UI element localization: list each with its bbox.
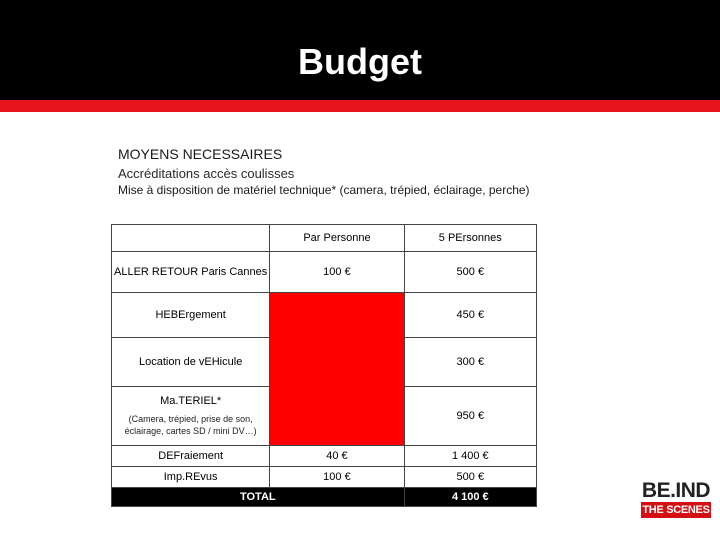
row-five-people: 300 €: [404, 338, 536, 387]
header-cell-five-people: 5 PErsonnes: [404, 225, 536, 252]
budget-table: [111, 224, 537, 507]
total-value: 4 100 €: [404, 488, 536, 507]
table-row: [112, 446, 537, 467]
total-label: TOTAL: [112, 488, 405, 507]
row-label: ALLER RETOUR Paris Cannes: [112, 252, 270, 293]
row-five-people: 950 €: [404, 387, 536, 446]
table-header-row: [112, 225, 537, 252]
intro-accreditations: Accréditations accès coulisses: [118, 166, 295, 181]
row-five-people: 1 400 €: [404, 446, 536, 467]
header-cell-empty: [112, 225, 270, 252]
redacted-block: [270, 293, 404, 446]
row-five-people: 450 €: [404, 293, 536, 338]
header-cell-per-person: Par Personne: [270, 225, 404, 252]
intro-heading: MOYENS NECESSAIRES: [118, 146, 283, 162]
row-label-materiel: [112, 387, 270, 446]
slide-title: Budget: [298, 41, 422, 82]
row-five-people: 500 €: [404, 467, 536, 488]
table-row: [112, 293, 537, 338]
row-per-person: 40 €: [270, 446, 404, 467]
row-sublabel: (Camera, trépied, prise de son, éclairage, cartes SD / mini DV…): [124, 414, 257, 436]
total-row: [112, 488, 537, 507]
row-label: Imp.REvus: [112, 467, 270, 488]
row-label: Ma.TERIEL*: [160, 395, 222, 407]
row-label: DEFraiement: [112, 446, 270, 467]
brand-logo: [641, 480, 711, 520]
row-label: HEBErgement: [112, 293, 270, 338]
logo-text-top: BE.IND: [641, 479, 711, 502]
accent-bar: [0, 100, 720, 112]
row-five-people: 500 €: [404, 252, 536, 293]
table-row: [112, 252, 537, 293]
logo-text-bottom: THE SCENES: [642, 504, 710, 516]
table-row: [112, 467, 537, 488]
row-per-person: 100 €: [270, 252, 404, 293]
row-label: Location de vEHicule: [112, 338, 270, 387]
intro-equipment: Mise à disposition de matériel technique* (camera, trépied, éclairage, perche): [118, 183, 530, 197]
row-per-person: 100 €: [270, 467, 404, 488]
